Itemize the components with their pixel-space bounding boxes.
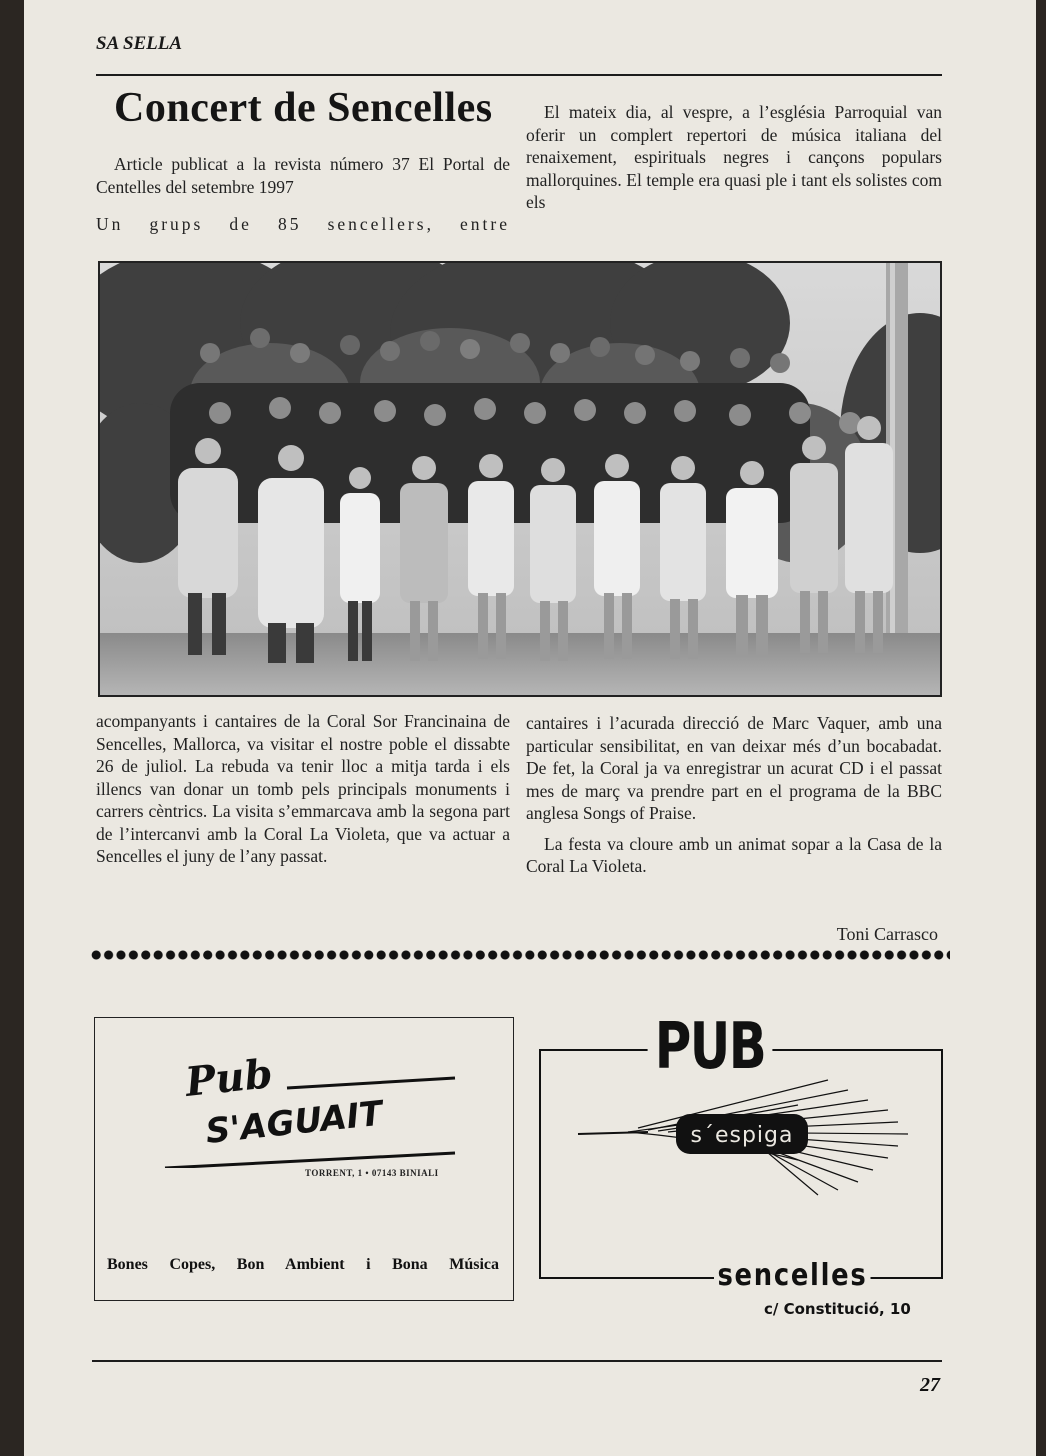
bottom-rule [92, 1360, 942, 1362]
article-title: Concert de Sencelles [114, 85, 493, 131]
article-left-bottom-column [96, 710, 510, 868]
article-right-bottom-column [526, 712, 942, 878]
right-bottom-paragraph-2: La festa va cloure amb un animat sopar a la Casa de la Coral La Violeta. [526, 833, 942, 876]
saguait-tagline: Bones Copes, Bon Ambient i Bona Música [107, 1256, 499, 1273]
right-bottom-paragraph-1: cantaires i l’acurada direcció de Marc Vaquer, amb una particular sensibilitat, en van deixar més d’un bocabadat. De fet, la Coral ja va enregistrar un acurat CD i el passat mes de març va prendre part en el programa de la BBC anglesa Songs of Praise. [526, 713, 942, 823]
dotted-separator [90, 945, 950, 965]
sespiga-street: c/ Constitució, 10 [764, 1300, 911, 1318]
intro-paragraph: Un grups de 85 sencellers, entre [96, 214, 510, 234]
saguait-logo-line1: Pub [183, 1050, 275, 1106]
top-rule [96, 74, 942, 76]
sespiga-pub-heading: PUB [648, 1010, 773, 1084]
choir-group-photo-graphic [100, 263, 940, 695]
saguait-logo [95, 1018, 513, 1168]
ad-pub-saguait [94, 1017, 514, 1301]
article-byline: Toni Carrasco [836, 924, 938, 944]
magazine-page [24, 0, 1036, 1456]
right-top-paragraph: El mateix dia, al vespre, a l’església Parroquial van oferir un complert repertori de música italiana del renaixement, espirituals negres i cançons populars mallorquines. El temple era quasi ple i tant els solistes com els [526, 102, 942, 212]
sespiga-town: sencelles [714, 1258, 871, 1293]
article-subtitle [96, 153, 510, 198]
saguait-logo-line2: S'AGUAIT [203, 1093, 385, 1152]
sespiga-logo-text: s´espiga [690, 1123, 794, 1148]
subtitle-paragraph: Article publicat a la revista número 37 El Portal de Centelles del setembre 1997 [96, 154, 510, 197]
saguait-address: TORRENT, 1 • 07143 BINIALI [305, 1168, 439, 1178]
page-number: 27 [920, 1374, 940, 1396]
left-bottom-paragraph: acompanyants i cantaires de la Coral Sor Francinaina de Sencelles, Mallorca, va visitar el nostre poble el dissabte 26 de juliol. La rebuda va tenir lloc a mitja tarda i els illencs van donar un tomb pels principals monuments i carrers cèntrics. La visita s’emmarcava amb la segona part de l’intercanvi amb la Coral La Violeta, que va actuar a Sencelles el juny de l’any passat. [96, 711, 510, 866]
ad-pub-sespiga [538, 1010, 944, 1318]
article-intro [96, 213, 510, 236]
article-right-top-column [526, 101, 942, 214]
running-head: SA SELLA [96, 33, 183, 54]
choir-group-photo [98, 261, 942, 697]
